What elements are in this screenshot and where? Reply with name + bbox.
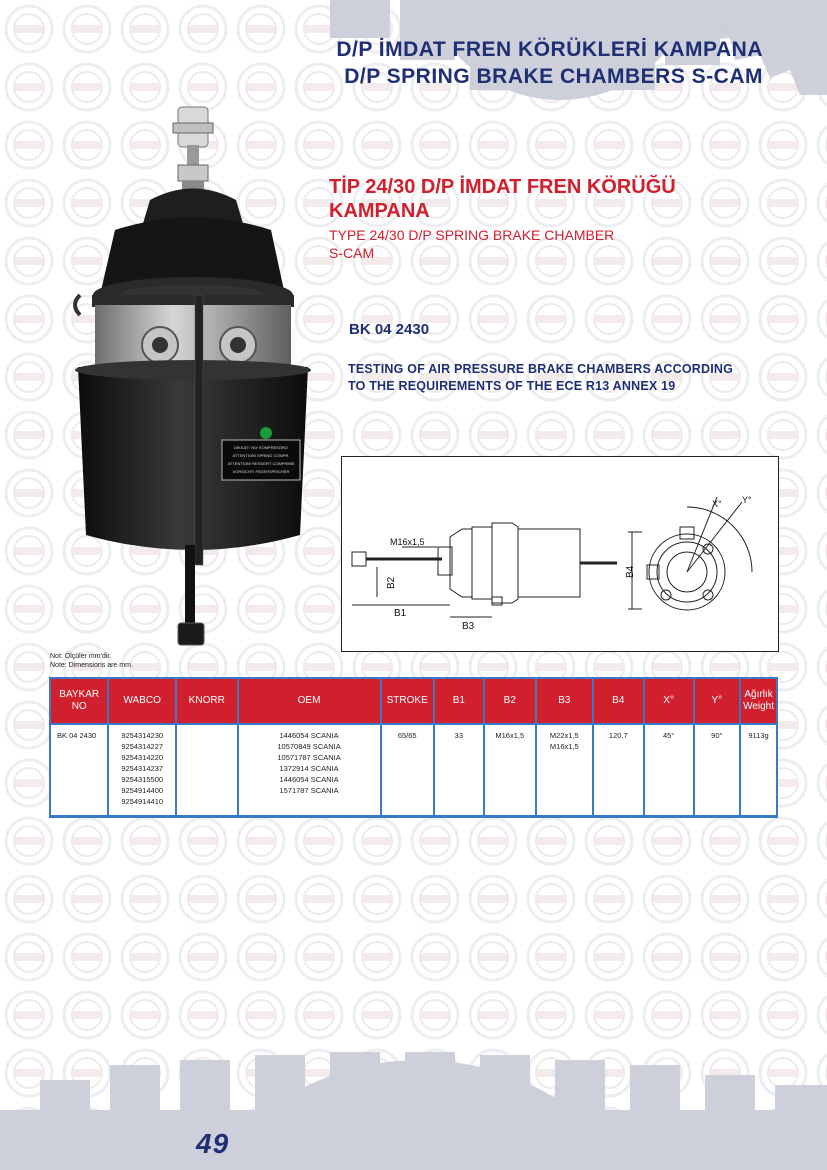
- col-header-knorr: KNORR: [176, 678, 238, 724]
- catalog-header-title: [336, 36, 763, 90]
- oem-number: 1446054 SCANIA: [279, 731, 339, 740]
- cell-wabco: [108, 724, 176, 817]
- oem-number: 10571787 SCANIA: [277, 753, 341, 762]
- col-header-b4: B4: [593, 678, 644, 724]
- product-subtitle-line-2: S-CAM: [329, 245, 375, 261]
- col-header-baykar: BAYKAR NO: [50, 678, 108, 724]
- wabco-number: 9254914410: [121, 797, 164, 806]
- header-title-en: D/P SPRING BRAKE CHAMBERS S-CAM: [344, 65, 763, 88]
- cell-stroke: 65/65: [381, 724, 434, 817]
- product-title-line-2: KAMPANA: [329, 200, 430, 222]
- cell-knorr: [176, 724, 238, 817]
- cell-x: 45°: [644, 724, 694, 817]
- wabco-number: 9254314227: [121, 742, 164, 751]
- oem-number: 1446054 SCANIA: [279, 775, 339, 784]
- product-title-line-1: TİP 24/30 D/P İMDAT FREN KÖRÜĞÜ: [329, 176, 676, 198]
- cell-b2: M16x1,5: [484, 724, 536, 817]
- col-header-b1: B1: [434, 678, 484, 724]
- drawing-label-b2: B2: [386, 576, 397, 589]
- col-header-y: Y°: [694, 678, 740, 724]
- drawing-label-y: Y°: [742, 495, 752, 505]
- wabco-number: 9254914400: [121, 786, 164, 795]
- product-title: [329, 175, 676, 223]
- col-header-oem: OEM: [238, 678, 381, 724]
- header-title-tr: D/P İMDAT FREN KÖRÜKLERİ KAMPANA: [336, 38, 763, 61]
- wabco-number: 9254314220: [121, 753, 164, 762]
- col-header-weight: Ağırlık Weight: [740, 678, 777, 724]
- col-header-x: X°: [644, 678, 694, 724]
- cell-weight: 9113g: [740, 724, 777, 817]
- oem-number: 10570849 SCANIA: [277, 742, 341, 751]
- note-en: Note: Dimensions are mm.: [50, 662, 133, 669]
- warning-label-line-3: ATTENTION! RESSORT COMPRIME: [227, 461, 295, 466]
- technical-drawing: [341, 456, 779, 652]
- oem-number: 1372914 SCANIA: [279, 764, 339, 773]
- warning-label-line-4: VORSICHT! FEDERSPEICHER: [232, 469, 290, 474]
- wabco-number: 9254315500: [121, 775, 164, 784]
- note-tr: Not: Ölçüler mm'dir.: [50, 653, 112, 660]
- dimension-notes: [50, 652, 133, 670]
- page-number: 49: [196, 1128, 230, 1159]
- wabco-number: 9254314230: [121, 731, 164, 740]
- drawing-label-x: X°: [712, 499, 722, 509]
- drawing-label-b3: B3: [462, 621, 475, 632]
- technical-drawing-svg: [342, 457, 778, 651]
- drawing-label-m16: M16x1,5: [390, 537, 425, 547]
- product-subtitle: [329, 226, 614, 262]
- product-photo-brake-chamber: [70, 105, 320, 650]
- col-header-stroke: STROKE: [381, 678, 434, 724]
- product-code: BK 04 2430: [349, 321, 430, 338]
- b3-value: M16x1,5: [549, 742, 579, 751]
- testing-statement: [348, 361, 733, 395]
- wabco-number: 9254314237: [121, 764, 164, 773]
- col-header-b3: B3: [536, 678, 593, 724]
- col-header-b2: B2: [484, 678, 536, 724]
- col-header-wabco: WABCO: [108, 678, 176, 724]
- oem-number: 1571787 SCANIA: [279, 786, 339, 795]
- cell-b3: [536, 724, 593, 817]
- cell-b1: 33: [434, 724, 484, 817]
- drawing-label-b1: B1: [394, 608, 407, 619]
- table-header-row: [50, 678, 777, 724]
- warning-label-line-2: ATTENTION! SPRING COMPR.: [232, 453, 290, 458]
- cell-oem: [238, 724, 381, 817]
- b3-value: M22x1,5: [549, 731, 579, 740]
- product-subtitle-line-1: TYPE 24/30 D/P SPRING BRAKE CHAMBER: [329, 227, 615, 243]
- testing-statement-line-2: TO THE REQUIREMENTS OF THE ECE R13 ANNEX 19: [348, 379, 676, 393]
- warning-label-line-1: DİKKAT! YAY KOMPRESÖRÜ: [234, 445, 288, 450]
- drawing-label-b4: B4: [625, 565, 636, 578]
- testing-statement-line-1: TESTING OF AIR PRESSURE BRAKE CHAMBERS ACCORDING: [348, 362, 734, 376]
- cell-y: 90°: [694, 724, 740, 817]
- table-row: [50, 724, 777, 817]
- specification-table: [49, 677, 778, 818]
- cell-b4: 120,7: [593, 724, 644, 817]
- cell-baykar: BK 04 2430: [50, 724, 108, 817]
